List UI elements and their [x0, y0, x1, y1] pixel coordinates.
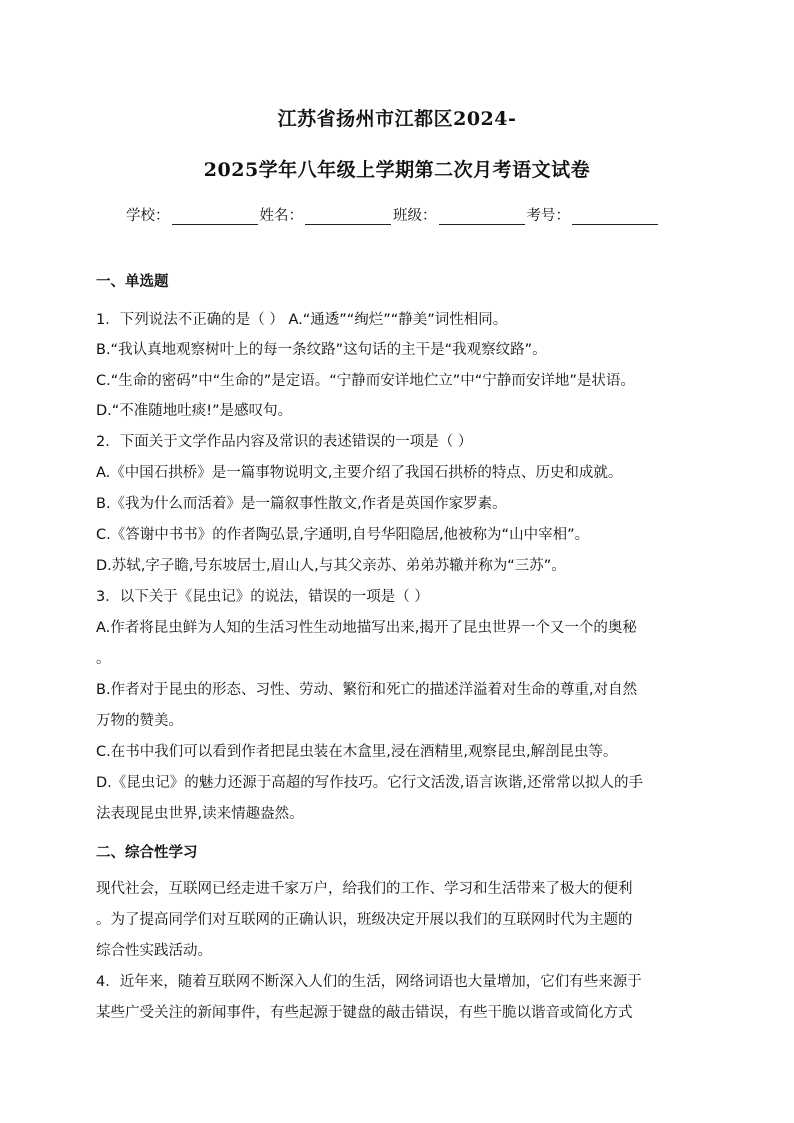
- question-1-option-b: B.“我认真地观察树叶上的每一条纹路”这句话的主干是“我观察纹路”。: [96, 342, 547, 358]
- number-blank[interactable]: [572, 210, 658, 225]
- question-2-option-c: C.《答谢中书书》的作者陶弘景,字通明,自号华阳隐居,他被称为“山中宰相”。: [96, 527, 590, 543]
- question-3-option-d-cont: 法表现昆虫世界,读来情趣盎然。: [96, 806, 304, 822]
- question-1-option-c: C.“生命的密码”中“生命的”是定语。“宁静而安详地伫立”中“宁静而安详地”是状语。: [96, 373, 635, 389]
- name-label: 姓名：: [259, 208, 303, 224]
- question-4-line-1: 4．近年来，随着互联网不断深入人们的生活，网络词语也大量增加，它们有些来源于: [96, 974, 642, 990]
- school-blank[interactable]: [172, 210, 258, 225]
- school-label: 学校：: [126, 208, 170, 224]
- question-3-option-a-cont: 。: [96, 651, 111, 667]
- question-2-option-a: A.《中国石拱桥》是一篇事物说明文,主要介绍了我国石拱桥的特点、历史和成就。: [96, 465, 623, 481]
- intro-paragraph-line-1: 现代社会，互联网已经走进千家万户，给我们的工作、学习和生活带来了极大的便利: [96, 881, 633, 897]
- exam-title-line-1: 江苏省扬州市江都区2024-: [277, 108, 517, 130]
- question-3-option-d: D.《昆虫记》的魅力还源于高超的写作技巧。它行文活泼,语言诙谐,还常常以拟人的手: [96, 775, 643, 791]
- student-info-row: [126, 204, 660, 225]
- class-blank[interactable]: [439, 210, 525, 225]
- intro-paragraph-line-3: 综合性实践活动。: [96, 943, 212, 959]
- question-3-option-c: C.在书中我们可以看到作者把昆虫装在木盒里,浸在酒精里,观察昆虫,解剖昆虫等。: [96, 744, 618, 760]
- question-1-stem: 1．下列说法不正确的是（ ） A.“通透”“绚烂”“静美”词性相同。: [96, 312, 508, 328]
- exam-title-line-2: 2025学年八年级上学期第二次月考语文试卷: [203, 159, 591, 181]
- question-4-line-2: 某些广受关注的新闻事件，有些起源于键盘的敲击错误，有些干脆以谐音或简化方式: [96, 1005, 633, 1021]
- question-3-stem: 3．以下关于《昆虫记》的说法，错误的一项是（ ）: [96, 589, 429, 605]
- question-2-option-b: B.《我为什么而活着》是一篇叙事性散文,作者是英国作家罗素。: [96, 496, 507, 512]
- section-heading-single-choice: 一、单选题: [96, 274, 169, 290]
- question-2-option-d: D.苏轼,字子瞻,号东坡居士,眉山人,与其父亲苏、弟弟苏辙并称为“三苏”。: [96, 558, 566, 574]
- question-2-stem: 2．下面关于文学作品内容及常识的表述错误的一项是（ ）: [96, 434, 473, 450]
- question-3-option-b: B.作者对于昆虫的形态、习性、劳动、繁衍和死亡的描述洋溢着对生命的尊重,对自然: [96, 682, 638, 698]
- question-3-option-a: A.作者将昆虫鲜为人知的生活习性生动地描写出来,揭开了昆虫世界一个又一个的奥秘: [96, 620, 637, 636]
- name-blank[interactable]: [305, 210, 391, 225]
- number-label: 考号：: [526, 208, 570, 224]
- section-heading-comprehensive: 二、综合性学习: [96, 845, 198, 861]
- class-label: 班级：: [393, 208, 437, 224]
- intro-paragraph-line-2: 。为了提高同学们对互联网的正确认识，班级决定开展以我们的互联网时代为主题的: [96, 912, 633, 928]
- question-1-option-d: D.“不准随地吐痰!”是感叹句。: [96, 403, 293, 419]
- question-3-option-b-cont: 万物的赞美。: [96, 713, 183, 729]
